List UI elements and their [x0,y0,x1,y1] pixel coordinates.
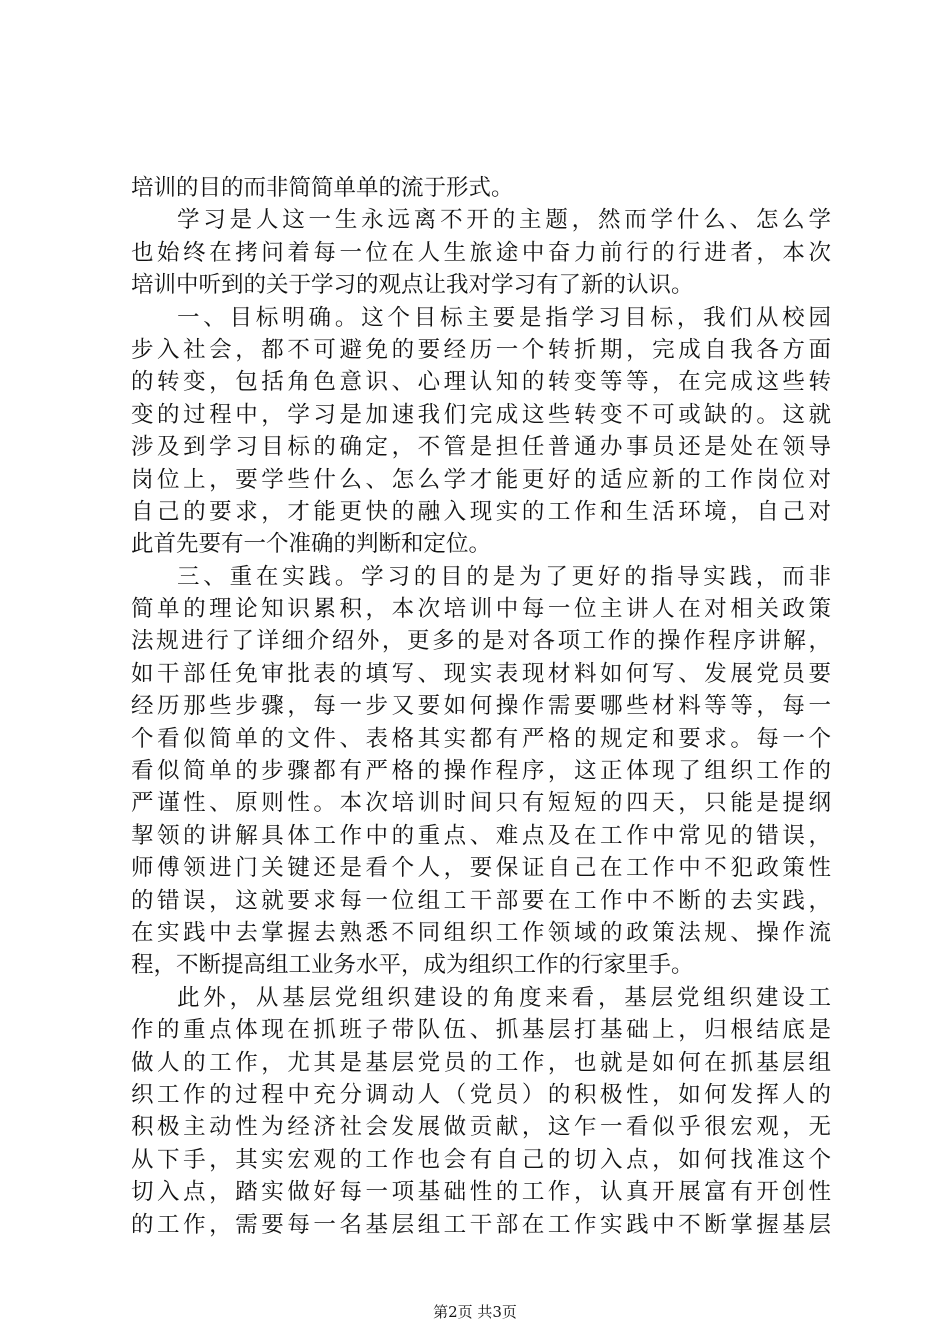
text-line: 也始终在拷问着每一位在人生旅途中奋力前行的行进者，本次 [131,239,831,266]
text-line: 此首先要有一个准确的判断和定位。 [131,531,492,558]
text-line: 培训的目的而非简简单单的流于形式。 [131,175,514,201]
text-line: 法规进行了详细介绍外，更多的是对各项工作的操作程序讲解， [131,628,831,655]
text-line: 如干部任免审批表的填写、现实表现材料如何写、发展党员要 [131,660,831,687]
paragraph-start-line: 三、重在实践。学习的目的是为了更好的指导实践，而非 [177,563,831,590]
text-line: 挈领的讲解具体工作中的重点、难点及在工作中常见的错误， [131,822,831,849]
paragraph-start-line: 一、目标明确。这个目标主要是指学习目标，我们从校园 [177,304,831,331]
text-line: 的错误，这就要求每一位组工干部要在工作中不断的去实践， [131,887,831,914]
text-line: 的转变，包括角色意识、心理认知的转变等等，在完成这些转 [131,369,831,396]
text-line: 涉及到学习目标的确定，不管是担任普通办事员还是处在领导 [131,434,831,461]
text-line: 的工作，需要每一名基层组工干部在工作实践中不断掌握基层 [131,1211,831,1238]
text-line: 织工作的过程中充分调动人（党员）的积极性，如何发挥人的 [131,1081,831,1108]
page-number-footer: 第2页 共3页 [433,1303,517,1321]
text-line: 培训中听到的关于学习的观点让我对学习有了新的认识。 [131,272,694,299]
text-line: 自己的要求，才能更快的融入现实的工作和生活环境，自己对 [131,498,831,525]
text-line: 积极主动性为经济社会发展做贡献，这乍一看似乎很宏观，无 [131,1114,831,1141]
text-line: 严谨性、原则性。本次培训时间只有短短的四天，只能是提纲 [131,790,831,817]
text-line: 从下手，其实宏观的工作也会有自己的切入点，如何找准这个 [131,1146,831,1173]
text-line: 程，不断提高组工业务水平，成为组织工作的行家里手。 [131,952,694,979]
document-body [131,172,831,1241]
paragraph-start-line: 此外，从基层党组织建设的角度来看，基层党组织建设工 [177,984,831,1011]
text-line: 做人的工作，尤其是基层党员的工作，也就是如何在抓基层组 [131,1049,831,1076]
text-line: 变的过程中，学习是加速我们完成这些转变不可或缺的。这就 [131,401,831,428]
text-line: 岗位上，要学些什么、怎么学才能更好的适应新的工作岗位对 [131,466,831,493]
paragraph-start-line: 学习是人这一生永远离不开的主题，然而学什么、怎么学 [177,207,831,234]
text-line: 个看似简单的文件、表格其实都有严格的规定和要求。每一个 [131,725,831,752]
text-line: 步入社会，都不可避免的要经历一个转折期，完成自我各方面 [131,336,831,363]
text-line: 看似简单的步骤都有严格的操作程序，这正体现了组织工作的 [131,758,831,785]
text-line: 经历那些步骤，每一步又要如何操作需要哪些材料等等，每一 [131,693,831,720]
text-line: 切入点，踏实做好每一项基础性的工作，认真开展富有开创性 [131,1179,831,1206]
text-line: 师傅领进门关键还是看个人，要保证自己在工作中不犯政策性 [131,855,831,882]
text-line: 在实践中去掌握去熟悉不同组织工作领域的政策法规、操作流 [131,919,831,946]
text-line: 简单的理论知识累积，本次培训中每一位主讲人在对相关政策 [131,596,831,623]
text-line: 作的重点体现在抓班子带队伍、抓基层打基础上，归根结底是 [131,1017,831,1044]
